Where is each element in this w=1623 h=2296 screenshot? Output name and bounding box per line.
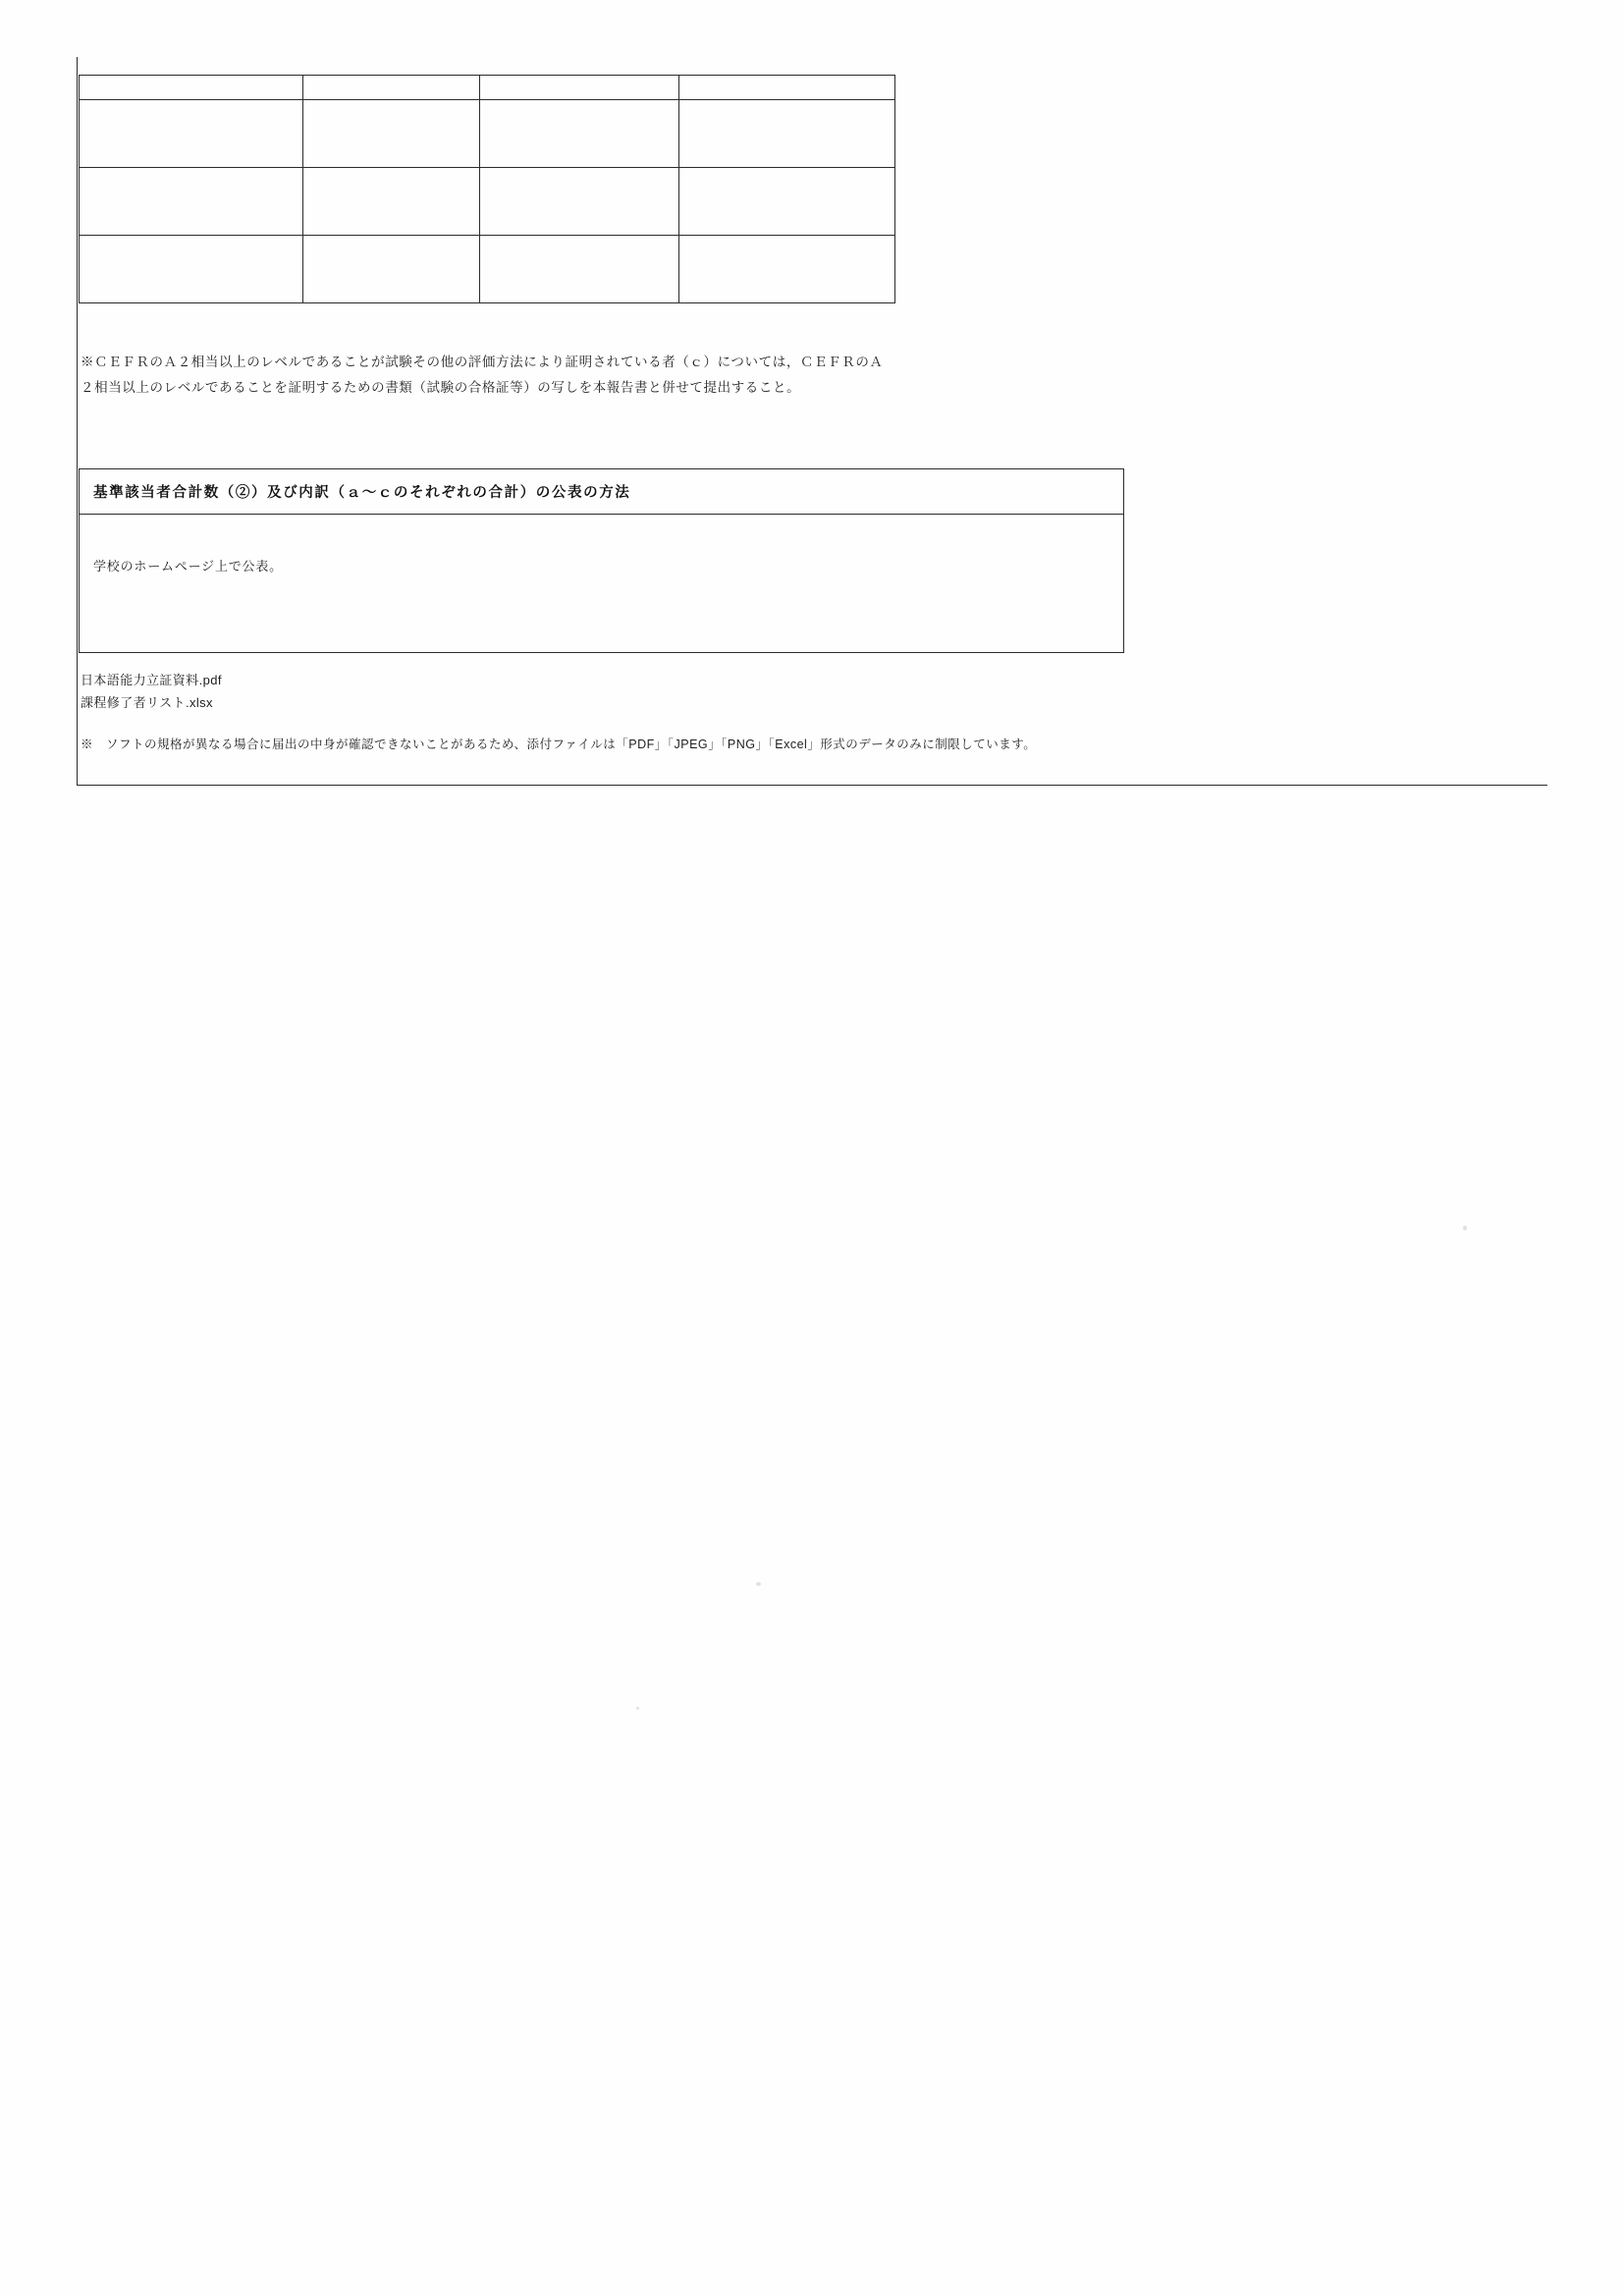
table-cell (80, 168, 303, 236)
scan-speck (1463, 1226, 1467, 1230)
table-row (80, 236, 895, 303)
table-row (80, 100, 895, 168)
table-cell (679, 236, 895, 303)
table-cell (80, 236, 303, 303)
table-cell (480, 100, 679, 168)
table-cell (480, 76, 679, 100)
table-cell (303, 168, 480, 236)
table-cell (80, 100, 303, 168)
table-cell (679, 76, 895, 100)
cefr-note: ※ＣＥＦＲのＡ２相当以上のレベルであることが試験その他の評価方法により証明されている者（ｃ）については，ＣＥＦＲのＡ２相当以上のレベルであることを証明するための書類（試験の合格証等）の写しを本報告書と併せて提出すること。 (81, 355, 884, 396)
table-cell (303, 236, 480, 303)
table-cell (480, 168, 679, 236)
table-cell (80, 76, 303, 100)
attachment-file-1: 日本語能力立証資料.pdf (81, 673, 222, 687)
table-cell (303, 76, 480, 100)
publication-method-box (79, 468, 1124, 653)
publication-method-value: 学校のホームページ上で公表。 (93, 559, 283, 574)
table-row (80, 76, 895, 100)
attachment-file-2: 課程修了者リスト.xlsx (81, 694, 213, 710)
criteria-table (79, 75, 895, 303)
table-cell (303, 100, 480, 168)
table-cell (480, 236, 679, 303)
table-row (80, 168, 895, 236)
scan-speck (756, 1582, 761, 1586)
publication-method-title: 基準該当者合計数（②）及び内訳（ａ～ｃのそれぞれの合計）の公表の方法 (80, 469, 1123, 515)
attachment-format-footnote: ※ ソフトの規格が異なる場合に届出の中身が確認できないことがあるため、添付ファイルは「PDF」「JPEG」「PNG」「Excel」形式のデータのみに制限しています。 (81, 738, 1037, 751)
table-cell (679, 168, 895, 236)
table-cell (679, 100, 895, 168)
attachment-list (81, 670, 222, 715)
scan-speck (636, 1707, 639, 1710)
